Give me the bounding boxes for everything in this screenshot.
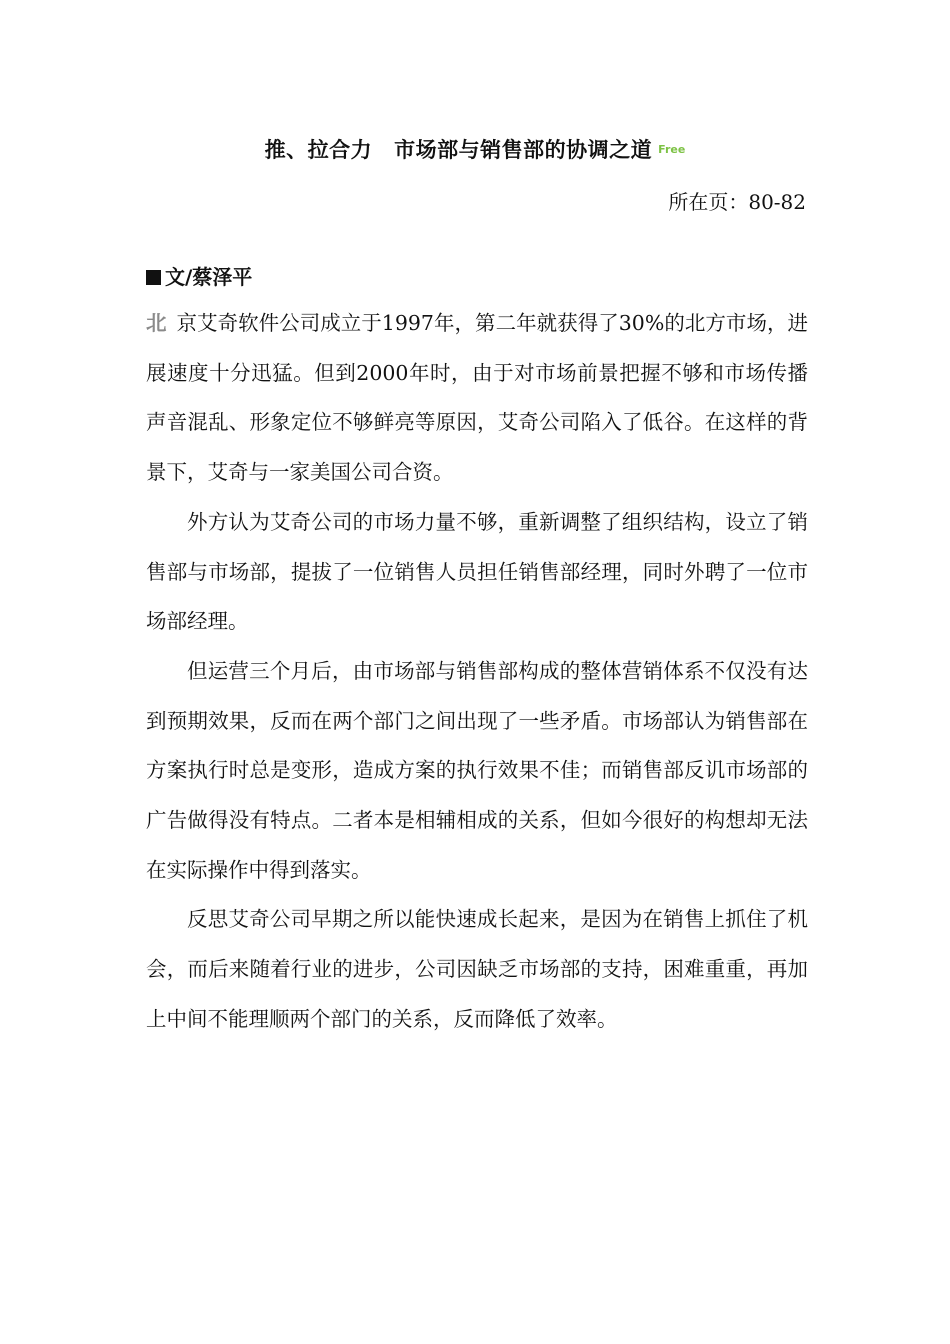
free-badge: Free bbox=[658, 143, 686, 156]
paragraph-1 bbox=[146, 299, 808, 498]
author-byline bbox=[146, 261, 252, 290]
drop-cap: 北 bbox=[146, 311, 167, 335]
title-part-2: 市场部与销售部的协调之道 bbox=[394, 137, 653, 162]
paragraph-2: 外方认为艾奇公司的市场力量不够，重新调整了组织结构，设立了销售部与市场部，提拔了一位销售人员担任销售部经理，同时外聘了一位市场部经理。 bbox=[146, 509, 808, 634]
page-reference: 所在页：80-82 bbox=[668, 190, 806, 214]
article-title bbox=[0, 134, 950, 164]
author-name: 文/蔡泽平 bbox=[165, 265, 253, 289]
title-part-1: 推、拉合力 bbox=[264, 137, 373, 162]
paragraph-3: 但运营三个月后，由市场部与销售部构成的整体营销体系不仅没有达到预期效果，反而在两个部门之间出现了一些矛盾。市场部认为销售部在方案执行时总是变形，造成方案的执行效果不佳；而销售部反讥市场部的广告做得没有特点。二者本是相辅相成的关系，但如今很好的构想却无法在实际操作中得到落实。 bbox=[146, 658, 808, 882]
paragraph-4: 反思艾奇公司早期之所以能快速成长起来，是因为在销售上抓住了机会，而后来随着行业的进步，公司因缺乏市场部的支持，困难重重，再加上中间不能理顺两个部门的关系，反而降低了效率。 bbox=[146, 907, 808, 1031]
paragraph-1-text: 京艾奇软件公司成立于1997年，第二年就获得了30%的北方市场，进展速度十分迅猛。但到2000年时，由于对市场前景把握不够和市场传播声音混乱、形象定位不够鲜亮等原因，艾奇公司陷入了低谷。在这样的背景下，艾奇与一家美国公司合资。 bbox=[146, 311, 809, 485]
article-body bbox=[146, 299, 808, 1045]
square-bullet-icon bbox=[146, 270, 161, 285]
